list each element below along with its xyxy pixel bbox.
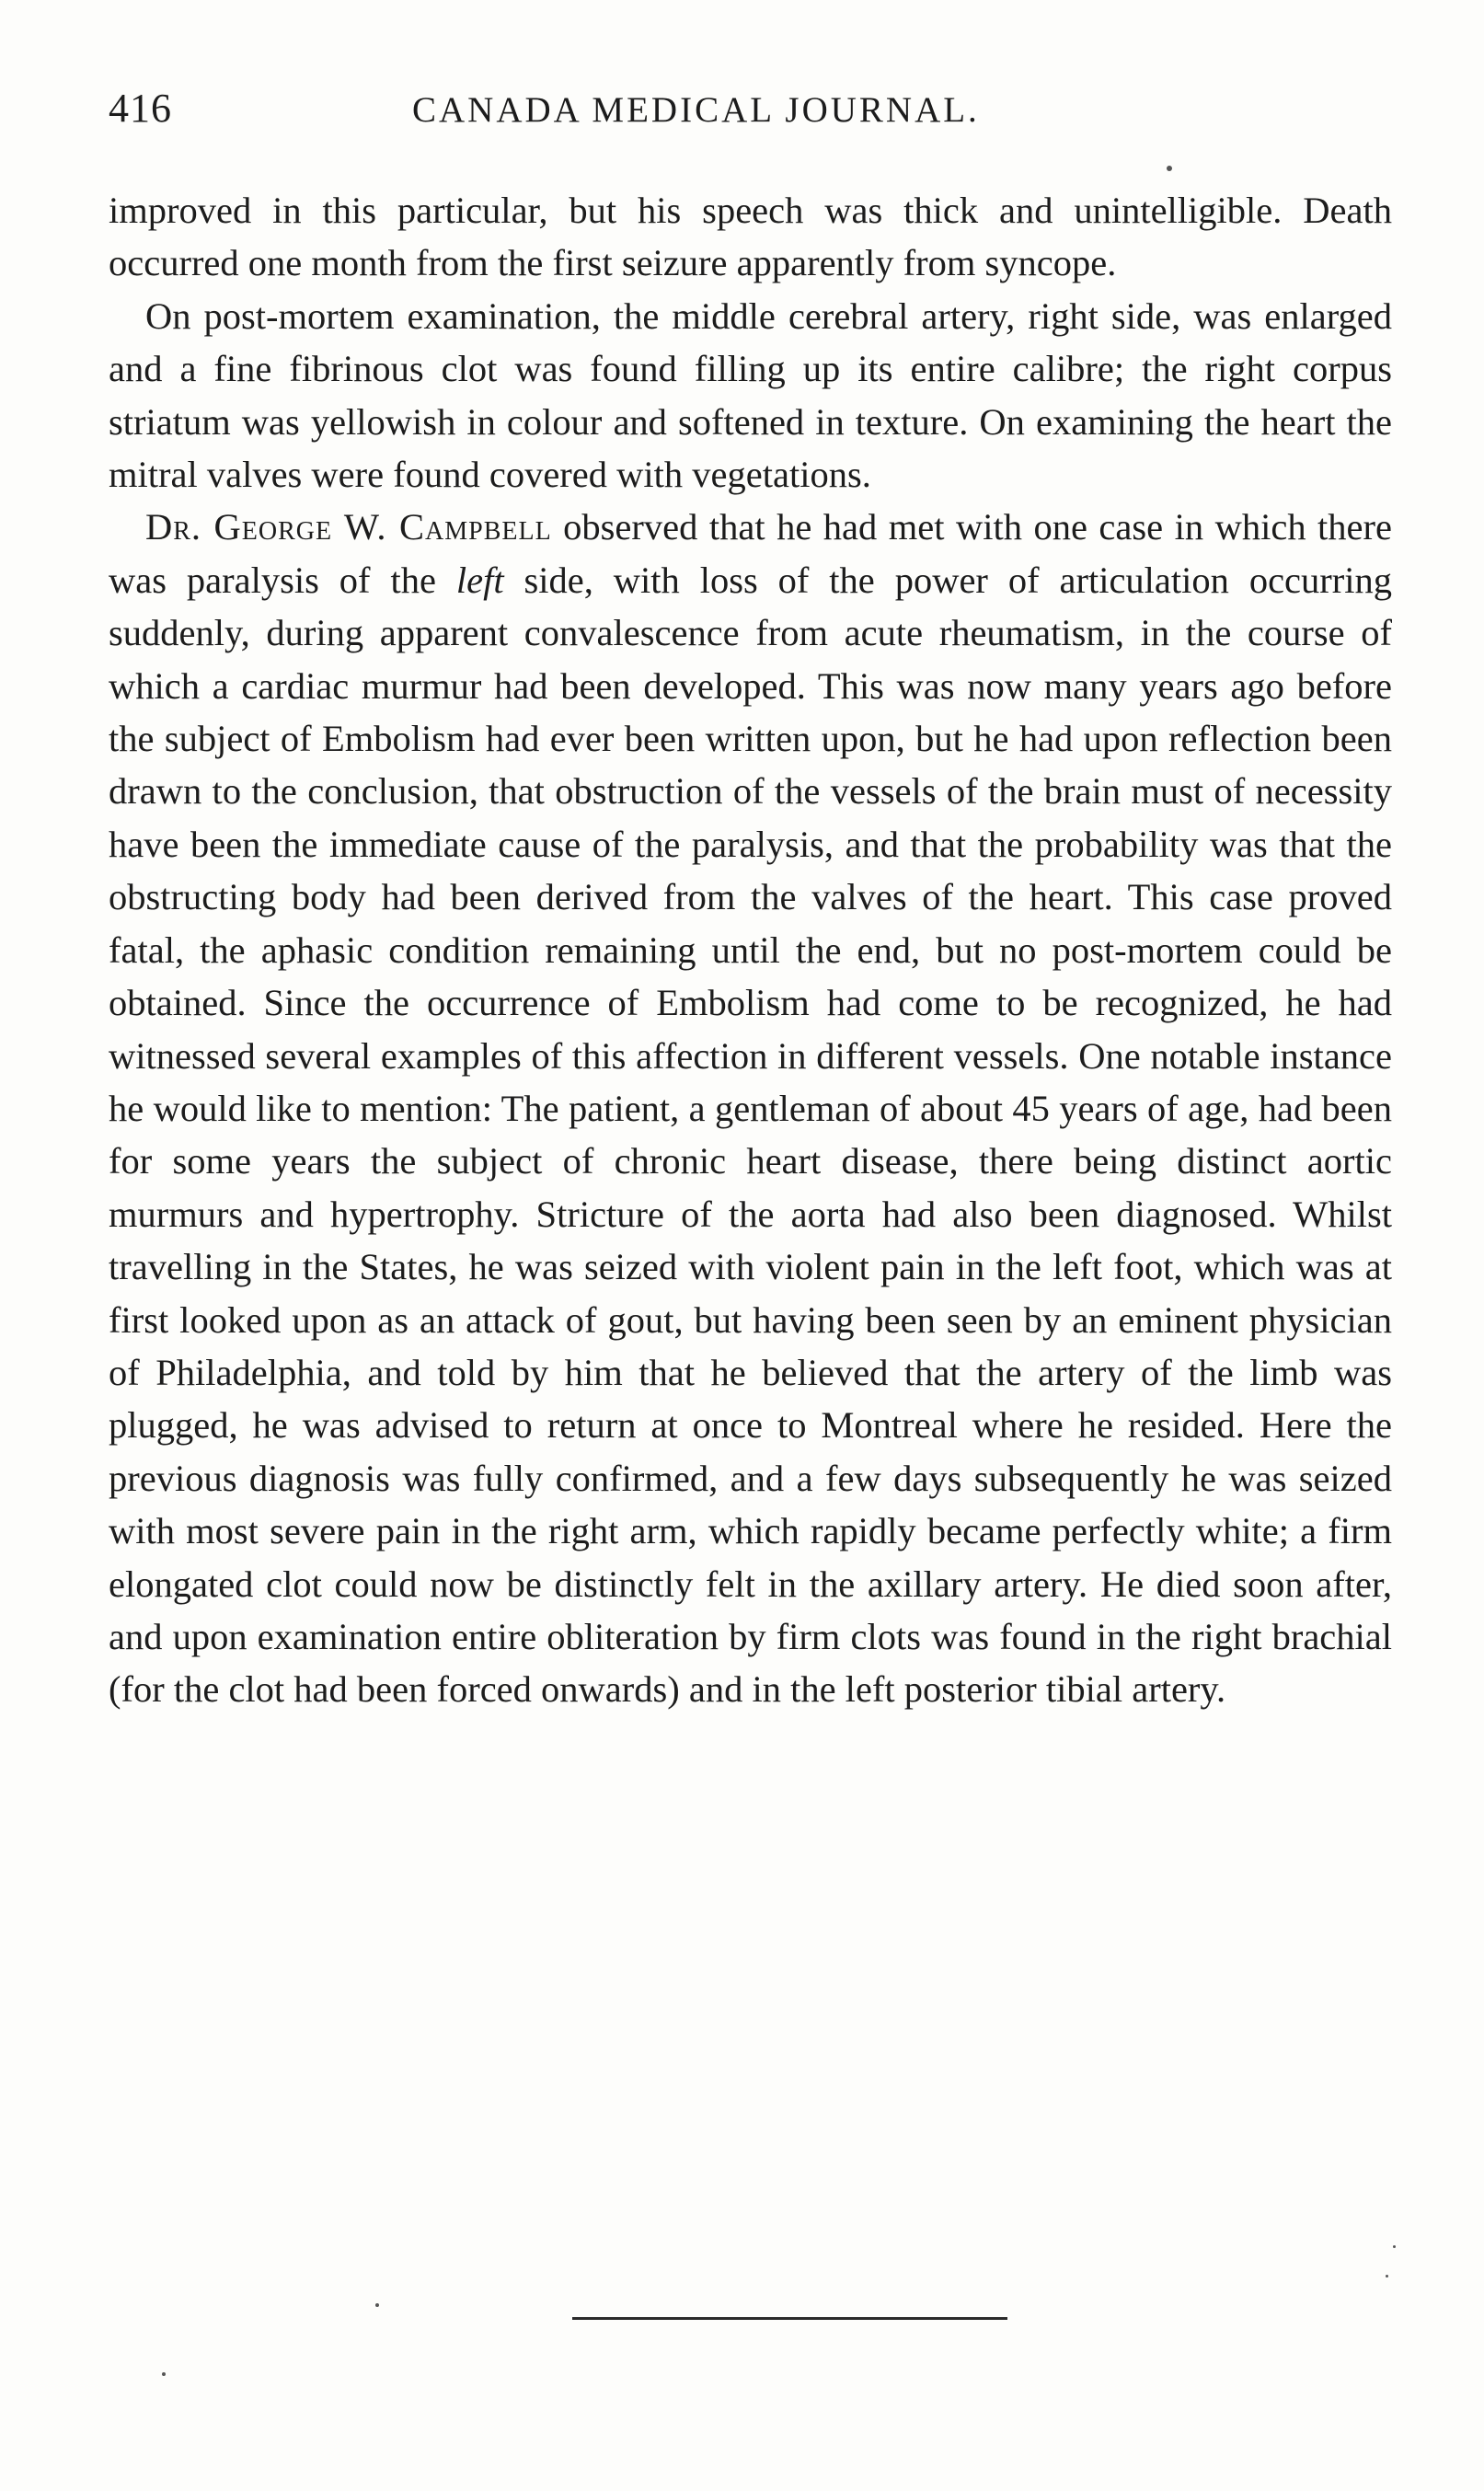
page-number: 416 [109,86,172,131]
remarks-text-part-2: side, with loss of the power of articulation occurring suddenly, during apparent convalescence from acute rheumatism, in the course of which a cardiac murmur had been developed. This was now many years ago before the subject of Embolism had ever been written upon, but he had upon reflection been drawn to the conclusion, that obstruction of the vessels of the brain must of necessity have been the immediate cause of the paralysis, and that the probability was that the obstructing body had been derived from the valves of the heart. This case proved fatal, the aphasic condition remaining until the end, but no post-mortem could be obtained. Since the occurrence of Embolism had come to be recognized, he had witnessed several examples of this affection in different vessels. One notable instance he would like to mention: The patient, a gentleman of about 45 years of age, had been for some years the subject of chronic heart disease, there being distinct aortic murmurs and hypertrophy. Stricture of the aorta had also been diagnosed. Whilst travelling in the States, he was seized with violent pain in the left foot, which was at first looked upon as an attack of gout, but having been seen by an eminent physician of Philadelphia, and told by him that he believed that the artery of the limb was plugged, he was advised to return at once to Montreal where he resided. Here the previous diagnosis was fully confirmed, and a few days subsequently he was seized with most severe pain in the right arm, which rapidly became perfectly white; a firm elongated clot could now be distinctly felt in the axillary artery. He died soon after, and upon examination entire obliteration by firm clots was found in the right brachial (for the clot had been forced onwards) and in the left posterior tibial artery. [109,559,1392,1711]
print-speck-dot [1386,2275,1388,2278]
print-speck-dot [1167,166,1172,171]
remarks-italic-word: left [455,559,504,601]
paragraph-continuation: improved in this particular, but his speech was thick and unintelligible. Death occurred one month from the first seizure apparently from syncope. [109,190,1392,284]
print-speck-dot [375,2303,379,2307]
remarks-text-part-1: observed that he had met with one case in which there was paralysis of the [109,506,1392,601]
print-speck-dot [1393,2245,1396,2248]
running-head [109,85,1397,140]
end-rule-divider [572,2317,1007,2320]
paragraph-post-mortem: On post-mortem examination, the middle cerebral artery, right side, was enlarged and a fine fibrinous clot was found filling up its entire calibre; the right corpus striatum was yellowish in colour and softened in texture. On examining the heart the mitral valves were found covered with vegetations. [109,294,1392,496]
journal-title: CANADA MEDICAL JOURNAL. [412,90,980,130]
print-speck-dot [162,2372,166,2376]
paragraph-campbell-remarks [109,501,1392,1715]
speaker-name: Dr. George W. Campbell [145,506,552,548]
article-text [109,184,1392,1716]
